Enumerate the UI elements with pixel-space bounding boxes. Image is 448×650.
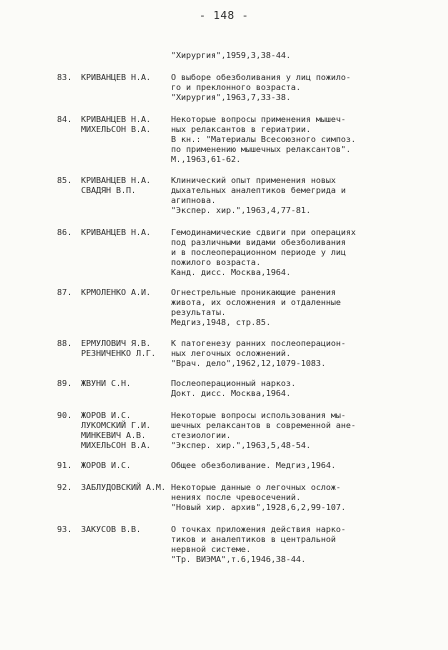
entry-text-line: результаты. bbox=[171, 307, 226, 317]
entry-text-line: "Хирургия",1963,7,33-38. bbox=[171, 92, 291, 102]
entry-text-line: Медгиз,1948, стр.85. bbox=[171, 317, 271, 327]
entry-text-line: М.,1963,61-62. bbox=[171, 154, 241, 164]
page-number: - 148 - bbox=[199, 9, 249, 22]
entry-author: ЖОРОВ И.С. bbox=[81, 410, 131, 420]
entry-author: КРИВАНЦЕВ Н.А. bbox=[81, 72, 151, 82]
entry-text-line: тиков и аналептиков в центральной bbox=[171, 534, 336, 544]
entry-text-line: Общее обезболивание. Медгиз,1964. bbox=[171, 460, 336, 470]
entry-number: 86. bbox=[57, 227, 72, 237]
entry-number: 90. bbox=[57, 410, 72, 420]
entry-text-line: Некоторые вопросы применения мышеч- bbox=[171, 114, 346, 124]
entry-text-line: Послеоперационный наркоз. bbox=[171, 378, 296, 388]
entry-author: МИНКЕВИЧ А.В. bbox=[81, 430, 146, 440]
entry-number: 92. bbox=[57, 482, 72, 492]
entry-text-line: нениях после чревосечений. bbox=[171, 492, 301, 502]
entry-number: 89. bbox=[57, 378, 72, 388]
entry-text-line: дыхательных аналептиков бемегрида и bbox=[171, 185, 346, 195]
entry-author: ЖОРОВ И.С. bbox=[81, 460, 131, 470]
entry-number: 88. bbox=[57, 338, 72, 348]
entry-text-line: "Тр. ВИЭМА",т.6,1946,38-44. bbox=[171, 554, 306, 564]
entry-text-line: Огнестрельные проникающие ранения bbox=[171, 287, 336, 297]
entry-number: 93. bbox=[57, 524, 72, 534]
entry-text-line: Клинический опыт применения новых bbox=[171, 175, 336, 185]
entry-text-line: нервной системе. bbox=[171, 544, 251, 554]
entry-text-line: по применению мышечных релаксантов". bbox=[171, 144, 351, 154]
entry-author: ЖВУНИ С.Н. bbox=[81, 378, 131, 388]
entry-number: 87. bbox=[57, 287, 72, 297]
entry-text-line: живота, их осложнения и отдаленные bbox=[171, 297, 341, 307]
entry-text-line: "Экспер. хир.",1963,4,77-81. bbox=[171, 205, 311, 215]
entry-text-line: ных легочных осложнений. bbox=[171, 348, 291, 358]
entry-author: КРИВАНЦЕВ Н.А. bbox=[81, 114, 151, 124]
entry-text-line: "Экспер. хир.",1963,5,48-54. bbox=[171, 440, 311, 450]
entry-author: МИХЕЛЬСОН В.А. bbox=[81, 440, 151, 450]
entry-text-line: агипнова. bbox=[171, 195, 216, 205]
entry-author: МИХЕЛЬСОН В.А. bbox=[81, 124, 151, 134]
entry-author: ЗАБЛУДОВСКИЙ А.М. bbox=[81, 482, 166, 492]
entry-text-line: Канд. дисс. Москва,1964. bbox=[171, 267, 291, 277]
entry-number: 91. bbox=[57, 460, 72, 470]
entry-text-line: и в послеоперационном периоде у лиц bbox=[171, 247, 346, 257]
entry-text-line: К патогенезу ранних послеоперацион- bbox=[171, 338, 346, 348]
entry-author: ЛУКОМСКИЙ Г.И. bbox=[81, 420, 151, 430]
entry-text-line: О выборе обезболивания у лиц пожило- bbox=[171, 72, 351, 82]
entry-number: 85. bbox=[57, 175, 72, 185]
continuation-line: "Хирургия",1959,3,38-44. bbox=[171, 50, 291, 60]
entry-author: КРМОЛЕНКО А.И. bbox=[81, 287, 151, 297]
entry-author: КРИВАНЦЕВ Н.А. bbox=[81, 227, 151, 237]
entry-text-line: О точках приложения действия нарко- bbox=[171, 524, 346, 534]
entry-text-line: ных релаксантов в гериатрии. bbox=[171, 124, 311, 134]
entry-number: 84. bbox=[57, 114, 72, 124]
entry-number: 83. bbox=[57, 72, 72, 82]
entry-text-line: В кн.: "Материалы Всесоюзного симпоз. bbox=[171, 134, 356, 144]
entry-text-line: Гемодинамические сдвиги при операциях bbox=[171, 227, 356, 237]
entry-text-line: Некоторые данные о легочных ослож- bbox=[171, 482, 341, 492]
entry-text-line: пожилого возраста. bbox=[171, 257, 261, 267]
entry-text-line: "Врач. дело",1962,12,1079-1083. bbox=[171, 358, 326, 368]
entry-author: КРИВАНЦЕВ Н.А. bbox=[81, 175, 151, 185]
entry-author: ЕРМУЛОВИЧ Я.В. bbox=[81, 338, 151, 348]
entry-text-line: под различными видами обезболивания bbox=[171, 237, 346, 247]
entry-text-line: го и преклонного возраста. bbox=[171, 82, 301, 92]
entry-text-line: шечных релаксантов в современной ане- bbox=[171, 420, 356, 430]
entry-author: РЕЗНИЧЕНКО Л.Г. bbox=[81, 348, 156, 358]
entry-author: СВАДЯН В.П. bbox=[81, 185, 136, 195]
entry-text-line: "Новый хир. архив",1928,6,2,99-107. bbox=[171, 502, 346, 512]
entry-text-line: Некоторые вопросы использования мы- bbox=[171, 410, 346, 420]
entry-text-line: стезиологии. bbox=[171, 430, 231, 440]
entry-author: ЗАКУСОВ В.В. bbox=[81, 524, 141, 534]
entry-text-line: Докт. дисс. Москва,1964. bbox=[171, 388, 291, 398]
